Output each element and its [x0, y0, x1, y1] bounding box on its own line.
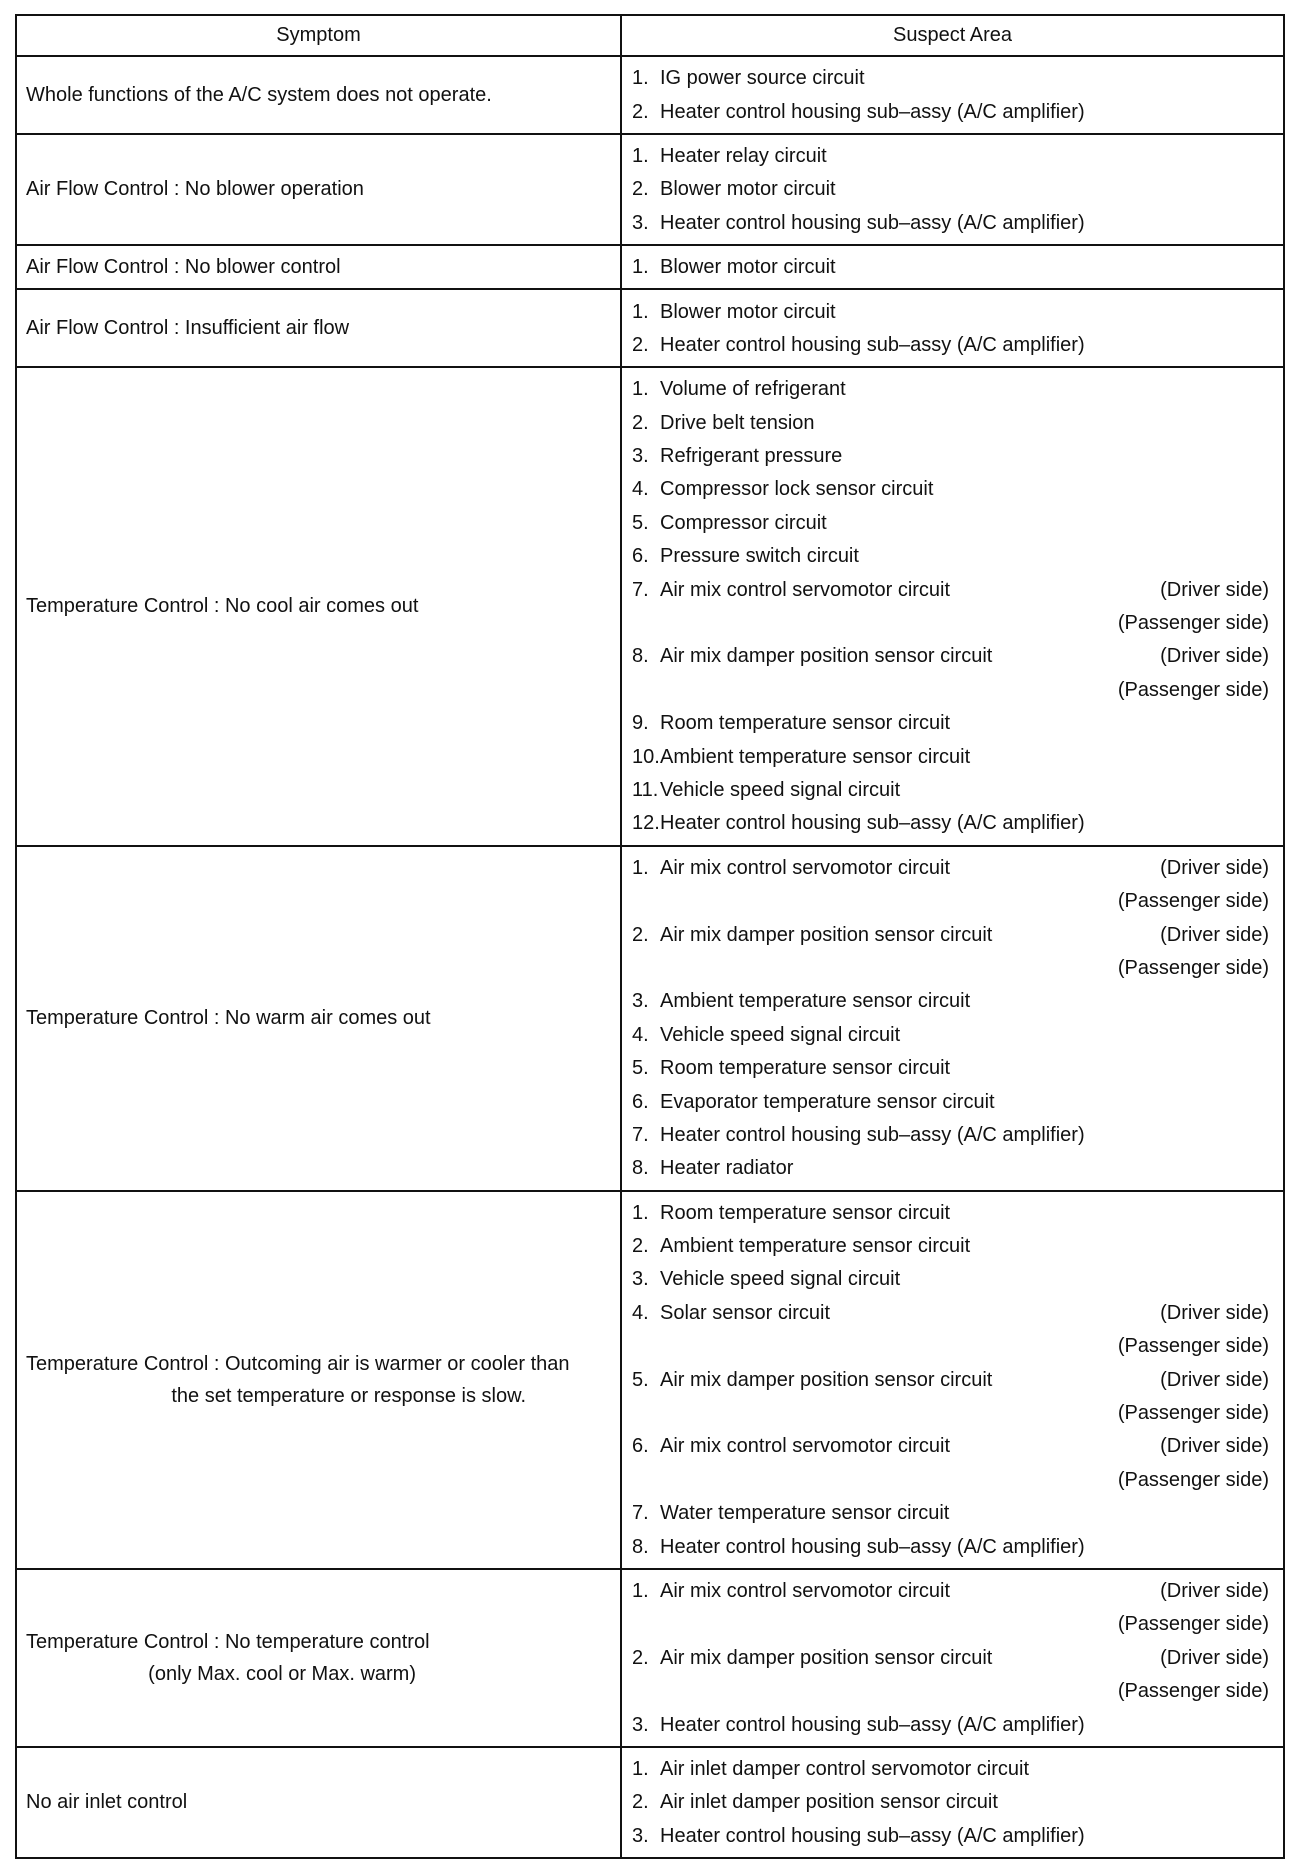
item-text: Air mix damper position sensor circuit: [660, 645, 993, 668]
symptom-text: Temperature Control : No warm air comes out: [26, 1007, 431, 1030]
list-item: [622, 852, 1283, 885]
item-text: Volume of refrigerant: [660, 378, 846, 401]
symptom-cell: [16, 134, 621, 245]
item-text: Heater control housing sub–assy (A/C amplifier): [660, 1824, 1085, 1847]
suspect-area-cell: [621, 1191, 1284, 1569]
list-item: [622, 1363, 1283, 1396]
suspect-area-cell: [621, 1569, 1284, 1747]
item-text: Drive belt tension: [660, 411, 815, 434]
item-number: 9.: [632, 712, 649, 735]
item-text: Air mix control servomotor circuit: [660, 578, 951, 601]
item-number: 8.: [632, 1157, 649, 1180]
list-item: [622, 1575, 1283, 1608]
item-number: 1.: [632, 1757, 649, 1780]
item-number: 1.: [632, 300, 649, 323]
item-text: Air inlet damper control servomotor circuit: [660, 1757, 1030, 1780]
list-item: [622, 1119, 1283, 1152]
list-item: [622, 1786, 1283, 1819]
symptom-text: (only Max. cool or Max. warm): [148, 1662, 416, 1685]
list-item: [622, 95, 1283, 128]
item-number: 5.: [632, 1368, 649, 1391]
item-number: 4.: [632, 478, 649, 501]
item-text: Solar sensor circuit: [660, 1301, 831, 1324]
item-number: 5.: [632, 511, 649, 534]
item-number: 8.: [632, 645, 649, 668]
suspect-area-cell: [621, 1747, 1284, 1858]
symptom-cell: [16, 245, 621, 289]
item-text: Ambient temperature sensor circuit: [660, 745, 971, 768]
item-number: 1.: [632, 378, 649, 401]
driver-side-label: (Driver side): [1160, 1435, 1269, 1458]
list-item: [622, 740, 1283, 773]
item-number: 2.: [632, 178, 649, 201]
driver-side-label: (Driver side): [1160, 1646, 1269, 1669]
list-item: [622, 407, 1283, 440]
list-item: [622, 507, 1283, 540]
symptom-text: Whole functions of the A/C system does not operate.: [26, 83, 492, 106]
item-text: Evaporator temperature sensor circuit: [660, 1090, 995, 1113]
list-item: [622, 440, 1283, 473]
list-item: [622, 1230, 1283, 1263]
symptom-text: the set temperature or response is slow.: [171, 1384, 526, 1407]
item-number: 2.: [632, 923, 649, 946]
symptom-table: [15, 14, 1285, 1859]
item-number: 1.: [632, 67, 649, 90]
item-text: Air inlet damper position sensor circuit: [660, 1791, 998, 1814]
list-item: [622, 140, 1283, 173]
table-row: [16, 1747, 1284, 1858]
passenger-side-label: (Passenger side): [1117, 1613, 1269, 1636]
item-text: Heater control housing sub–assy (A/C amplifier): [660, 1123, 1085, 1146]
item-text: Heater relay circuit: [660, 144, 827, 167]
driver-side-label: (Driver side): [1160, 856, 1269, 879]
item-text: Refrigerant pressure: [660, 445, 843, 468]
list-item: [622, 1430, 1283, 1463]
passenger-side-label: (Passenger side): [1117, 1335, 1269, 1358]
list-item: [622, 1497, 1283, 1530]
list-item: [622, 774, 1283, 807]
item-number: 3.: [632, 990, 649, 1013]
item-number: 6.: [632, 1090, 649, 1113]
list-item: [622, 1263, 1283, 1296]
item-number: 4.: [632, 1301, 649, 1324]
list-item: [622, 62, 1283, 95]
item-number: 4.: [632, 1023, 649, 1046]
list-item: [622, 1152, 1283, 1185]
item-text: Heater control housing sub–assy (A/C amplifier): [660, 100, 1085, 123]
symptom-cell: [16, 289, 621, 367]
symptom-text: Temperature Control : No cool air comes out: [26, 595, 419, 618]
item-number: 7.: [632, 578, 649, 601]
header-row: [16, 15, 1284, 56]
item-number: 1.: [632, 856, 649, 879]
list-item: [622, 329, 1283, 362]
item-number: 7.: [632, 1123, 649, 1146]
driver-side-label: (Driver side): [1160, 578, 1269, 601]
passenger-side-label: (Passenger side): [1117, 612, 1269, 635]
item-number: 12.: [632, 812, 660, 835]
item-number: 5.: [632, 1057, 649, 1080]
item-number: 10.: [632, 745, 660, 768]
item-text: Vehicle speed signal circuit: [660, 1023, 901, 1046]
item-text: Air mix damper position sensor circuit: [660, 1646, 993, 1669]
symptom-text: Air Flow Control : No blower operation: [26, 178, 364, 201]
item-text: Vehicle speed signal circuit: [660, 779, 901, 801]
item-text: Blower motor circuit: [660, 178, 836, 201]
driver-side-label: (Driver side): [1160, 645, 1269, 668]
driver-side-label: (Driver side): [1160, 1368, 1269, 1391]
item-number: 1.: [632, 144, 649, 167]
item-text: Room temperature sensor circuit: [660, 712, 951, 735]
driver-side-label: (Driver side): [1160, 923, 1269, 946]
symptom-cell: [16, 846, 621, 1191]
suspect-area-cell: [621, 245, 1284, 289]
list-item: [622, 540, 1283, 573]
list-item: [622, 1642, 1283, 1675]
item-text: IG power source circuit: [660, 67, 865, 90]
item-text: Compressor lock sensor circuit: [660, 478, 934, 501]
item-text: Air mix control servomotor circuit: [660, 856, 951, 879]
item-number: 3.: [632, 1268, 649, 1291]
symptom-cell: [16, 1191, 621, 1569]
symptom-text: Temperature Control : No temperature control: [26, 1630, 430, 1653]
item-text: Heater control housing sub–assy (A/C amplifier): [660, 812, 1085, 835]
suspect-area-cell: [621, 56, 1284, 134]
driver-side-label: (Driver side): [1160, 1579, 1269, 1602]
table-row: [16, 367, 1284, 845]
item-text: Blower motor circuit: [660, 256, 836, 279]
list-item: [622, 707, 1283, 740]
item-number: 6.: [632, 545, 649, 568]
list-item: [622, 1197, 1283, 1230]
table-row: [16, 846, 1284, 1191]
list-item: [622, 173, 1283, 206]
list-item: [622, 251, 1283, 284]
table-row: [16, 245, 1284, 289]
item-text: Vehicle speed signal circuit: [660, 1268, 901, 1291]
passenger-side-label: (Passenger side): [1117, 956, 1269, 979]
list-item: [622, 1820, 1283, 1853]
item-text: Blower motor circuit: [660, 300, 836, 323]
item-text: Air mix damper position sensor circuit: [660, 1368, 993, 1391]
suspect-area-cell: [621, 367, 1284, 845]
item-number: 3.: [632, 445, 649, 468]
item-text: Room temperature sensor circuit: [660, 1057, 951, 1080]
list-item: [622, 1708, 1283, 1741]
list-item: [622, 1052, 1283, 1085]
list-item: [622, 295, 1283, 328]
item-text: Air mix control servomotor circuit: [660, 1435, 951, 1458]
suspect-area-cell: [621, 846, 1284, 1191]
list-item: [622, 373, 1283, 406]
symptom-text: Air Flow Control : Insufficient air flow: [26, 317, 350, 340]
symptom-text: No air inlet control: [26, 1791, 188, 1814]
list-item: [622, 1297, 1283, 1330]
table-row: [16, 56, 1284, 134]
item-number: 6.: [632, 1435, 649, 1458]
list-item: [622, 985, 1283, 1018]
item-number: 1.: [632, 256, 649, 279]
list-item: [622, 1019, 1283, 1052]
item-text: Ambient temperature sensor circuit: [660, 990, 971, 1013]
passenger-side-label: (Passenger side): [1117, 1468, 1269, 1491]
item-number: 3.: [632, 1713, 649, 1736]
item-number: 3.: [632, 1824, 649, 1847]
item-number: 2.: [632, 333, 649, 356]
symptom-cell: [16, 56, 621, 134]
item-text: Heater control housing sub–assy (A/C amplifier): [660, 1713, 1085, 1736]
item-text: Air mix control servomotor circuit: [660, 1579, 951, 1602]
symptom-text: Temperature Control : Outcoming air is warmer or cooler than: [26, 1352, 570, 1375]
symptom-cell: [16, 1747, 621, 1858]
item-text: Heater control housing sub–assy (A/C amplifier): [660, 1535, 1085, 1558]
item-number: 2.: [632, 411, 649, 434]
item-number: 3.: [632, 211, 649, 234]
list-item: [622, 207, 1283, 240]
symptom-text: Air Flow Control : No blower control: [26, 256, 341, 279]
item-text: Heater control housing sub–assy (A/C amplifier): [660, 333, 1085, 356]
item-text: Heater control housing sub–assy (A/C amplifier): [660, 211, 1085, 234]
troubleshooting-table-wrapper: [15, 14, 1285, 1859]
list-item: [622, 1530, 1283, 1563]
table-row: [16, 289, 1284, 367]
passenger-side-label: (Passenger side): [1117, 1680, 1269, 1703]
item-text: Ambient temperature sensor circuit: [660, 1235, 971, 1258]
item-text: Air mix damper position sensor circuit: [660, 923, 993, 946]
item-number: 2.: [632, 1791, 649, 1814]
item-text: Pressure switch circuit: [660, 545, 859, 568]
list-item: [622, 1753, 1283, 1786]
symptom-cell: [16, 1569, 621, 1747]
item-number: 1.: [632, 1201, 649, 1224]
item-text: Compressor circuit: [660, 511, 827, 534]
item-text: Heater radiator: [660, 1157, 794, 1180]
item-number: 2.: [632, 100, 649, 123]
suspect-area-cell: [621, 289, 1284, 367]
table-row: [16, 134, 1284, 245]
item-number: 2.: [632, 1646, 649, 1669]
symptom-header: Symptom: [16, 15, 621, 56]
item-number: 8.: [632, 1535, 649, 1558]
suspect-area-header: Suspect Area: [621, 15, 1284, 56]
list-item: [622, 1085, 1283, 1118]
list-item: [622, 473, 1283, 506]
list-item: [622, 918, 1283, 951]
passenger-side-label: (Passenger side): [1117, 678, 1269, 701]
list-item: [622, 807, 1283, 840]
suspect-area-cell: [621, 134, 1284, 245]
table-body: [16, 56, 1284, 1858]
item-number: 2.: [632, 1235, 649, 1258]
item-text: Water temperature sensor circuit: [660, 1502, 950, 1525]
symptom-cell: [16, 367, 621, 845]
item-text: Room temperature sensor circuit: [660, 1201, 951, 1224]
item-number: 7.: [632, 1502, 649, 1525]
item-number: 11.: [632, 779, 659, 801]
passenger-side-label: (Passenger side): [1117, 890, 1269, 913]
list-item: [622, 573, 1283, 606]
driver-side-label: (Driver side): [1160, 1301, 1269, 1324]
table-row: [16, 1569, 1284, 1747]
item-number: 1.: [632, 1579, 649, 1602]
list-item: [622, 640, 1283, 673]
passenger-side-label: (Passenger side): [1117, 1402, 1269, 1425]
table-row: [16, 1191, 1284, 1569]
